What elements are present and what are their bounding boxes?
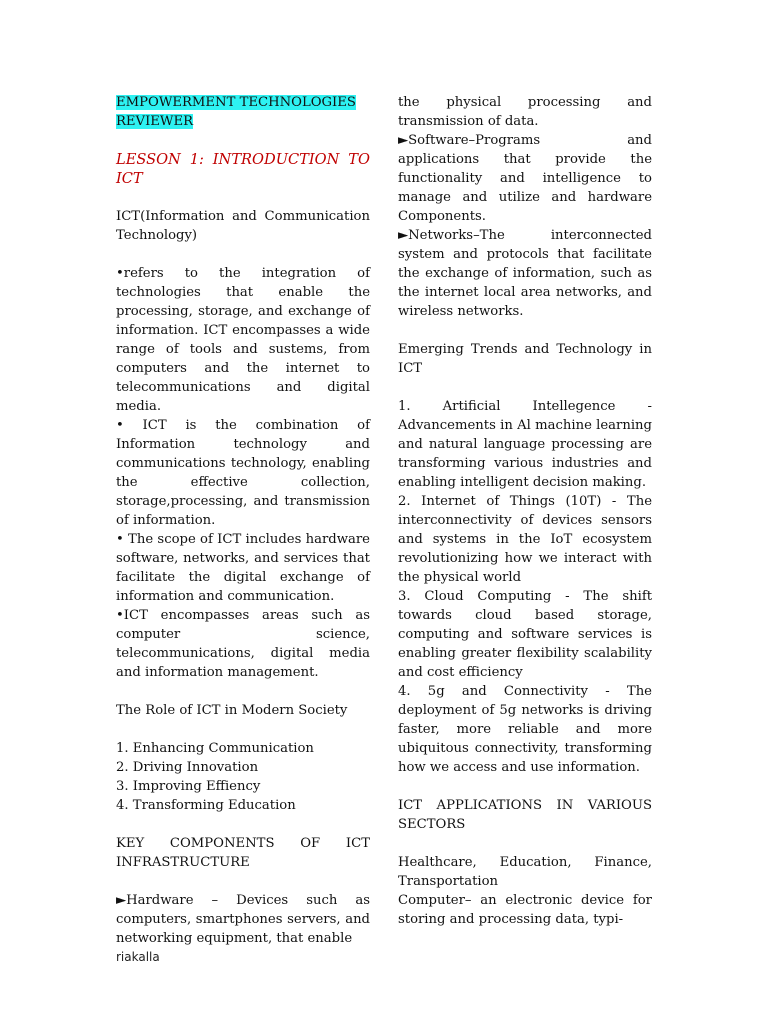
role-item: 3. Improving Effiency: [116, 779, 261, 794]
right-column: [398, 93, 652, 929]
left-column: [116, 93, 370, 948]
ict-bullet: •refers to the integration of technologies that enable the processing, storage, and exchange of information. ICT encompasses a wide range of tools and sustems, from computers and the internet to telecommunications and digital media.: [116, 266, 370, 414]
ict-bullet: • The scope of ICT includes hardware software, networks, and services that facilitate the digital exchange of information and communication.: [116, 532, 370, 604]
title-line-1: EMPOWERMENT TECHNOLOGIES: [116, 95, 356, 110]
footer-author: riakalla: [116, 950, 160, 964]
computer-definition: [398, 891, 652, 929]
trend-item: 3. Cloud Computing - The shift towards cloud based storage, computing and software services is enabling greater flexibility scalability and cost efficiency: [398, 589, 652, 680]
lesson-heading: LESSON 1: INTRODUCTION TO ICT: [116, 151, 370, 187]
hardware-item: ►Hardware – Devices such as computers, smartphones servers, and networking equipment, that enable: [116, 893, 370, 946]
trend-item: 4. 5g and Connectivity - The deployment of 5g networks is driving faster, more reliable and more ubiquitous connectivity, transforming how we access and use information.: [398, 684, 652, 775]
trend-item: 2. Internet of Things (10T) - The interconnectivity of devices sensors and systems in the IoT ecosystem revolutionizing how we interact with the physical world: [398, 494, 652, 585]
networks-item: ►Networks–The interconnected system and protocols that facilitate the exchange of information, such as the internet local area networks, and wireless networks.: [398, 228, 652, 319]
role-heading: The Role of ICT in Modern Society: [116, 703, 348, 718]
sectors-list: Healthcare, Education, Finance, Transportation: [398, 855, 652, 889]
software-item: ►Software–Programs and applications that provide the functionality and intelligence to manage and utilize and hardware Components.: [398, 133, 652, 224]
trend-item: 1. Artificial Intellegence - Advancements in Al machine learning and natural language processing are transforming various industries and enabling intelligent decision making.: [398, 399, 652, 490]
role-item: 1. Enhancing Communication: [116, 741, 314, 756]
document-title: [116, 93, 370, 131]
hardware-continued: the physical processing and transmission of data.: [398, 95, 652, 129]
applications-heading: ICT APPLICATIONS IN VARIOUS SECTORS: [398, 798, 652, 832]
role-item: 2. Driving Innovation: [116, 760, 259, 775]
ict-bullet: • ICT is the combination of Information technology and communications technology, enabling the effective collection, storage,processing, and transmission of information.: [116, 418, 370, 528]
trends-heading: Emerging Trends and Technology in ICT: [398, 342, 652, 376]
key-components-heading: KEY COMPONENTS OF ICT INFRASTRUCTURE: [116, 836, 370, 870]
role-item: 4. Transforming Education: [116, 798, 296, 813]
computer-definition-text: – an electronic device for storing and processing data, typi-: [398, 893, 652, 927]
title-line-2: REVIEWER: [116, 114, 194, 129]
ict-heading: ICT(Information and Communication Technology): [116, 209, 370, 243]
computer-term: Computer: [398, 893, 465, 908]
ict-bullet: •ICT encompasses areas such as computer science, telecommunications, digital media and information management.: [116, 608, 370, 680]
